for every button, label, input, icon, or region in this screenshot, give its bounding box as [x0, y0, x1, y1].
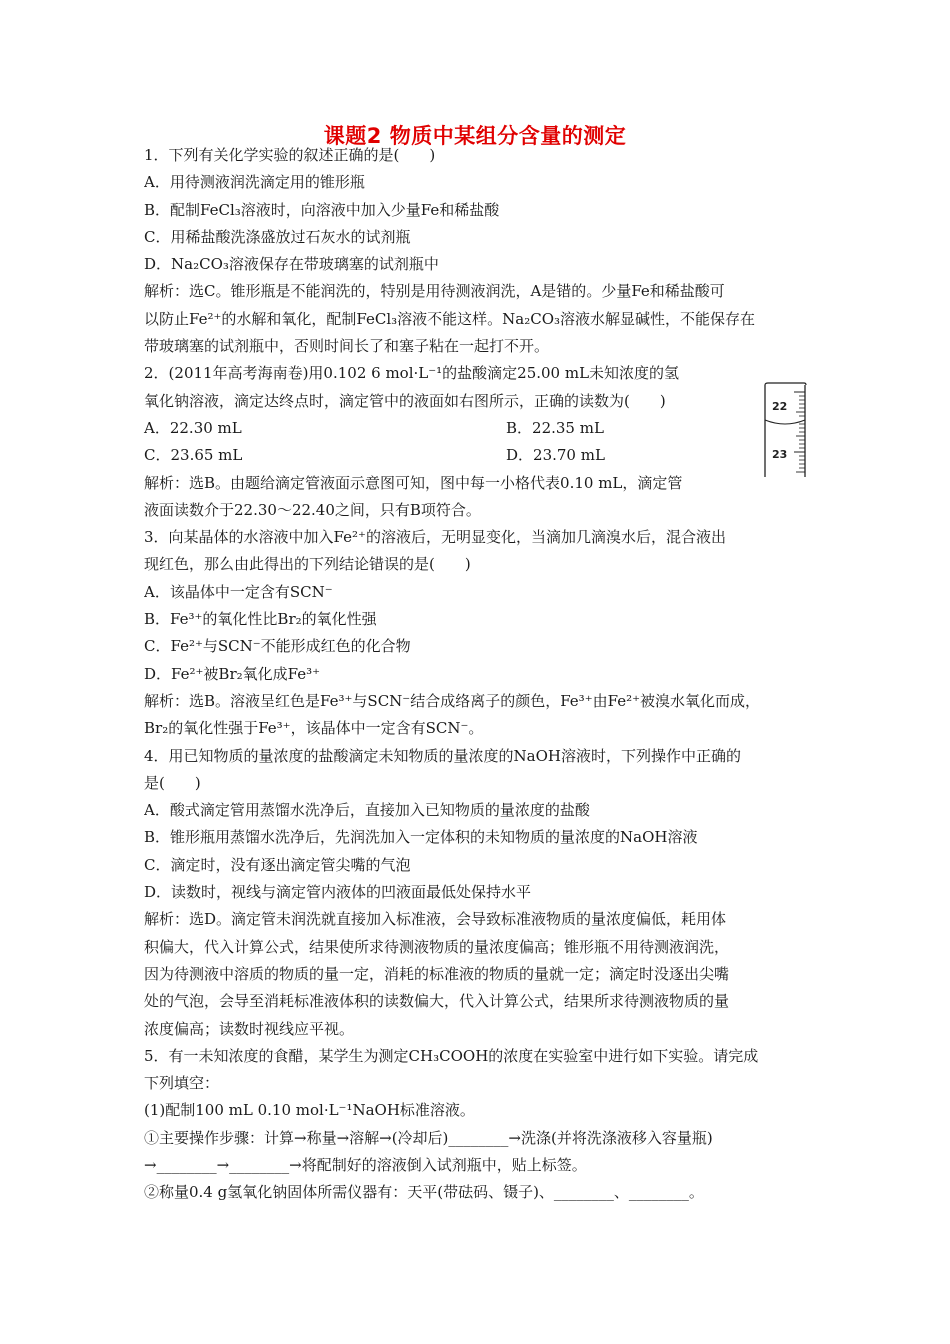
q5-part-line: ①主要操作步骤：计算→称量→溶解→(冷却后)________→洗涤(并将洗涤液移入容量瓶): [144, 1128, 713, 1147]
q2-option-c: C．23.65 mL: [144, 446, 243, 465]
burette-top-rim: [765, 383, 806, 385]
q1-option-d: D．Na₂CO₃溶液保存在带玻璃塞的试剂瓶中: [144, 255, 439, 274]
q4-option-b: B．锥形瓶用蒸馏水洗净后，先润洗加入一定体积的未知物质的量浓度的NaOH溶液: [144, 828, 698, 847]
q5-stem-line: 下列填空：: [144, 1074, 220, 1093]
q2-options-row: [144, 442, 814, 469]
q2-options-row: [144, 415, 814, 442]
q3-stem-line: 3．向某晶体的水溶液中加入Fe²⁺的溶液后，无明显变化，当滴加几滴溴水后，混合液出: [144, 528, 726, 547]
q3-option-b: B．Fe³⁺的氧化性比Br₂的氧化性强: [144, 610, 377, 629]
q2-analysis-line: 解析：选B。由题给滴定管液面示意图可知，图中每一小格代表0.10 mL，滴定管: [144, 473, 683, 492]
q5-part-line: ②称量0.4 g氢氧化钠固体所需仪器有：天平(带砝码、镊子)、________、________。: [144, 1183, 704, 1202]
q3-stem-line: 现红色，那么由此得出的下列结论错误的是( ): [144, 555, 471, 574]
q1-stem: 1．下列有关化学实验的叙述正确的是( ): [144, 146, 436, 164]
q4-analysis-line: 处的气泡，会导至消耗标准液体积的读数偏大，代入计算公式，结果所求待测液物质的量: [144, 992, 730, 1011]
q1-option-a: A．用待测液润洗滴定用的锥形瓶: [144, 173, 365, 192]
q4-analysis-line: 积偏大，代入计算公式，结果使所求待测液物质的量浓度偏高；锥形瓶不用待测液润洗，: [144, 937, 730, 956]
q4-option-a: A．酸式滴定管用蒸馏水洗净后，直接加入已知物质的量浓度的盐酸: [144, 801, 590, 820]
page-title: 课题2 物质中某组分含量的测定: [323, 124, 627, 148]
q1-analysis-line: 解析：选C。锥形瓶是不能润洗的，特别是用待测液润洗，A是错的。少量Fe和稀盐酸可: [144, 282, 725, 301]
q4-stem-line: 是( ): [144, 773, 201, 792]
q4-option-c: C．滴定时，没有逐出滴定管尖嘴的气泡: [144, 855, 411, 874]
q4-analysis-line: 浓度偏高；读数时视线应平视。: [144, 1019, 355, 1038]
q3-option-c: C．Fe²⁺与SCN⁻不能形成红色的化合物: [144, 637, 411, 656]
q5-part-line: (1)配制100 mL 0.10 mol·L⁻¹NaOH标准溶液。: [144, 1101, 475, 1120]
q1-option-b: B．配制FeCl₃溶液时，向溶液中加入少量Fe和稀盐酸: [144, 200, 500, 219]
q4-analysis-line: 因为待测液中溶质的物质的量一定，消耗的标准液的物质的量就一定；滴定时没逐出尖嘴: [144, 964, 730, 983]
burette-figure: [762, 382, 808, 478]
q3-option-d: D．Fe²⁺被Br₂氧化成Fe³⁺: [144, 664, 321, 683]
q1-analysis-line: 以防止Fe²⁺的水解和氧化，配制FeCl₃溶液不能这样。Na₂CO₃溶液水解显碱性，不能保存在: [144, 309, 756, 328]
q4-analysis-line: 解析：选D。滴定管未润洗就直接加入标准液，会导致标准液物质的量浓度偏低，耗用体: [144, 910, 727, 929]
q2-option-b: B．22.35 mL: [506, 418, 604, 437]
q5-stem-line: 5．有一未知浓度的食醋，某学生为测定CH₃COOH的浓度在实验室中进行如下实验。请完成: [144, 1046, 759, 1065]
q4-option-d: D．读数时，视线与滴定管内液体的凹液面最低处保持水平: [144, 883, 532, 902]
q4-stem-line: 4．用已知物质的量浓度的盐酸滴定未知物质的量浓度的NaOH溶液时，下列操作中正确的: [144, 746, 741, 765]
q2-analysis-line: 液面读数介于22.30～22.40之间，只有B项符合。: [144, 500, 481, 519]
q1-option-c: C．用稀盐酸洗涤盛放过石灰水的试剂瓶: [144, 227, 411, 246]
q2-stem-line: 2．(2011年高考海南卷)用0.102 6 mol·L⁻¹的盐酸滴定25.00 mL未知浓度的氢: [144, 364, 680, 383]
q3-analysis-line: 解析：选B。溶液呈红色是Fe³⁺与SCN⁻结合成络离子的颜色，Fe³⁺由Fe²⁺被溴水氧化而成，: [144, 691, 761, 710]
q1-analysis-line: 带玻璃塞的试剂瓶中，否则时间长了和塞子粘在一起打不开。: [144, 337, 550, 356]
q2-option-d: D．23.70 mL: [506, 446, 605, 465]
burette-mark-upper: 22: [772, 400, 788, 413]
liquid-meniscus: [765, 420, 805, 424]
q5-part-line: →________→________→将配制好的溶液倒入试剂瓶中，贴上标签。: [144, 1155, 587, 1174]
q2-stem-line: 氧化钠溶液，滴定达终点时，滴定管中的液面如右图所示，正确的读数为( ): [144, 391, 666, 410]
burette-mark-lower: 23: [772, 448, 788, 461]
question-content: [144, 142, 814, 1207]
q3-option-a: A．该晶体中一定含有SCN⁻: [144, 582, 333, 601]
q2-option-a: A．22.30 mL: [144, 418, 242, 437]
q3-analysis-line: Br₂的氧化性强于Fe³⁺，该晶体中一定含有SCN⁻。: [144, 719, 484, 738]
